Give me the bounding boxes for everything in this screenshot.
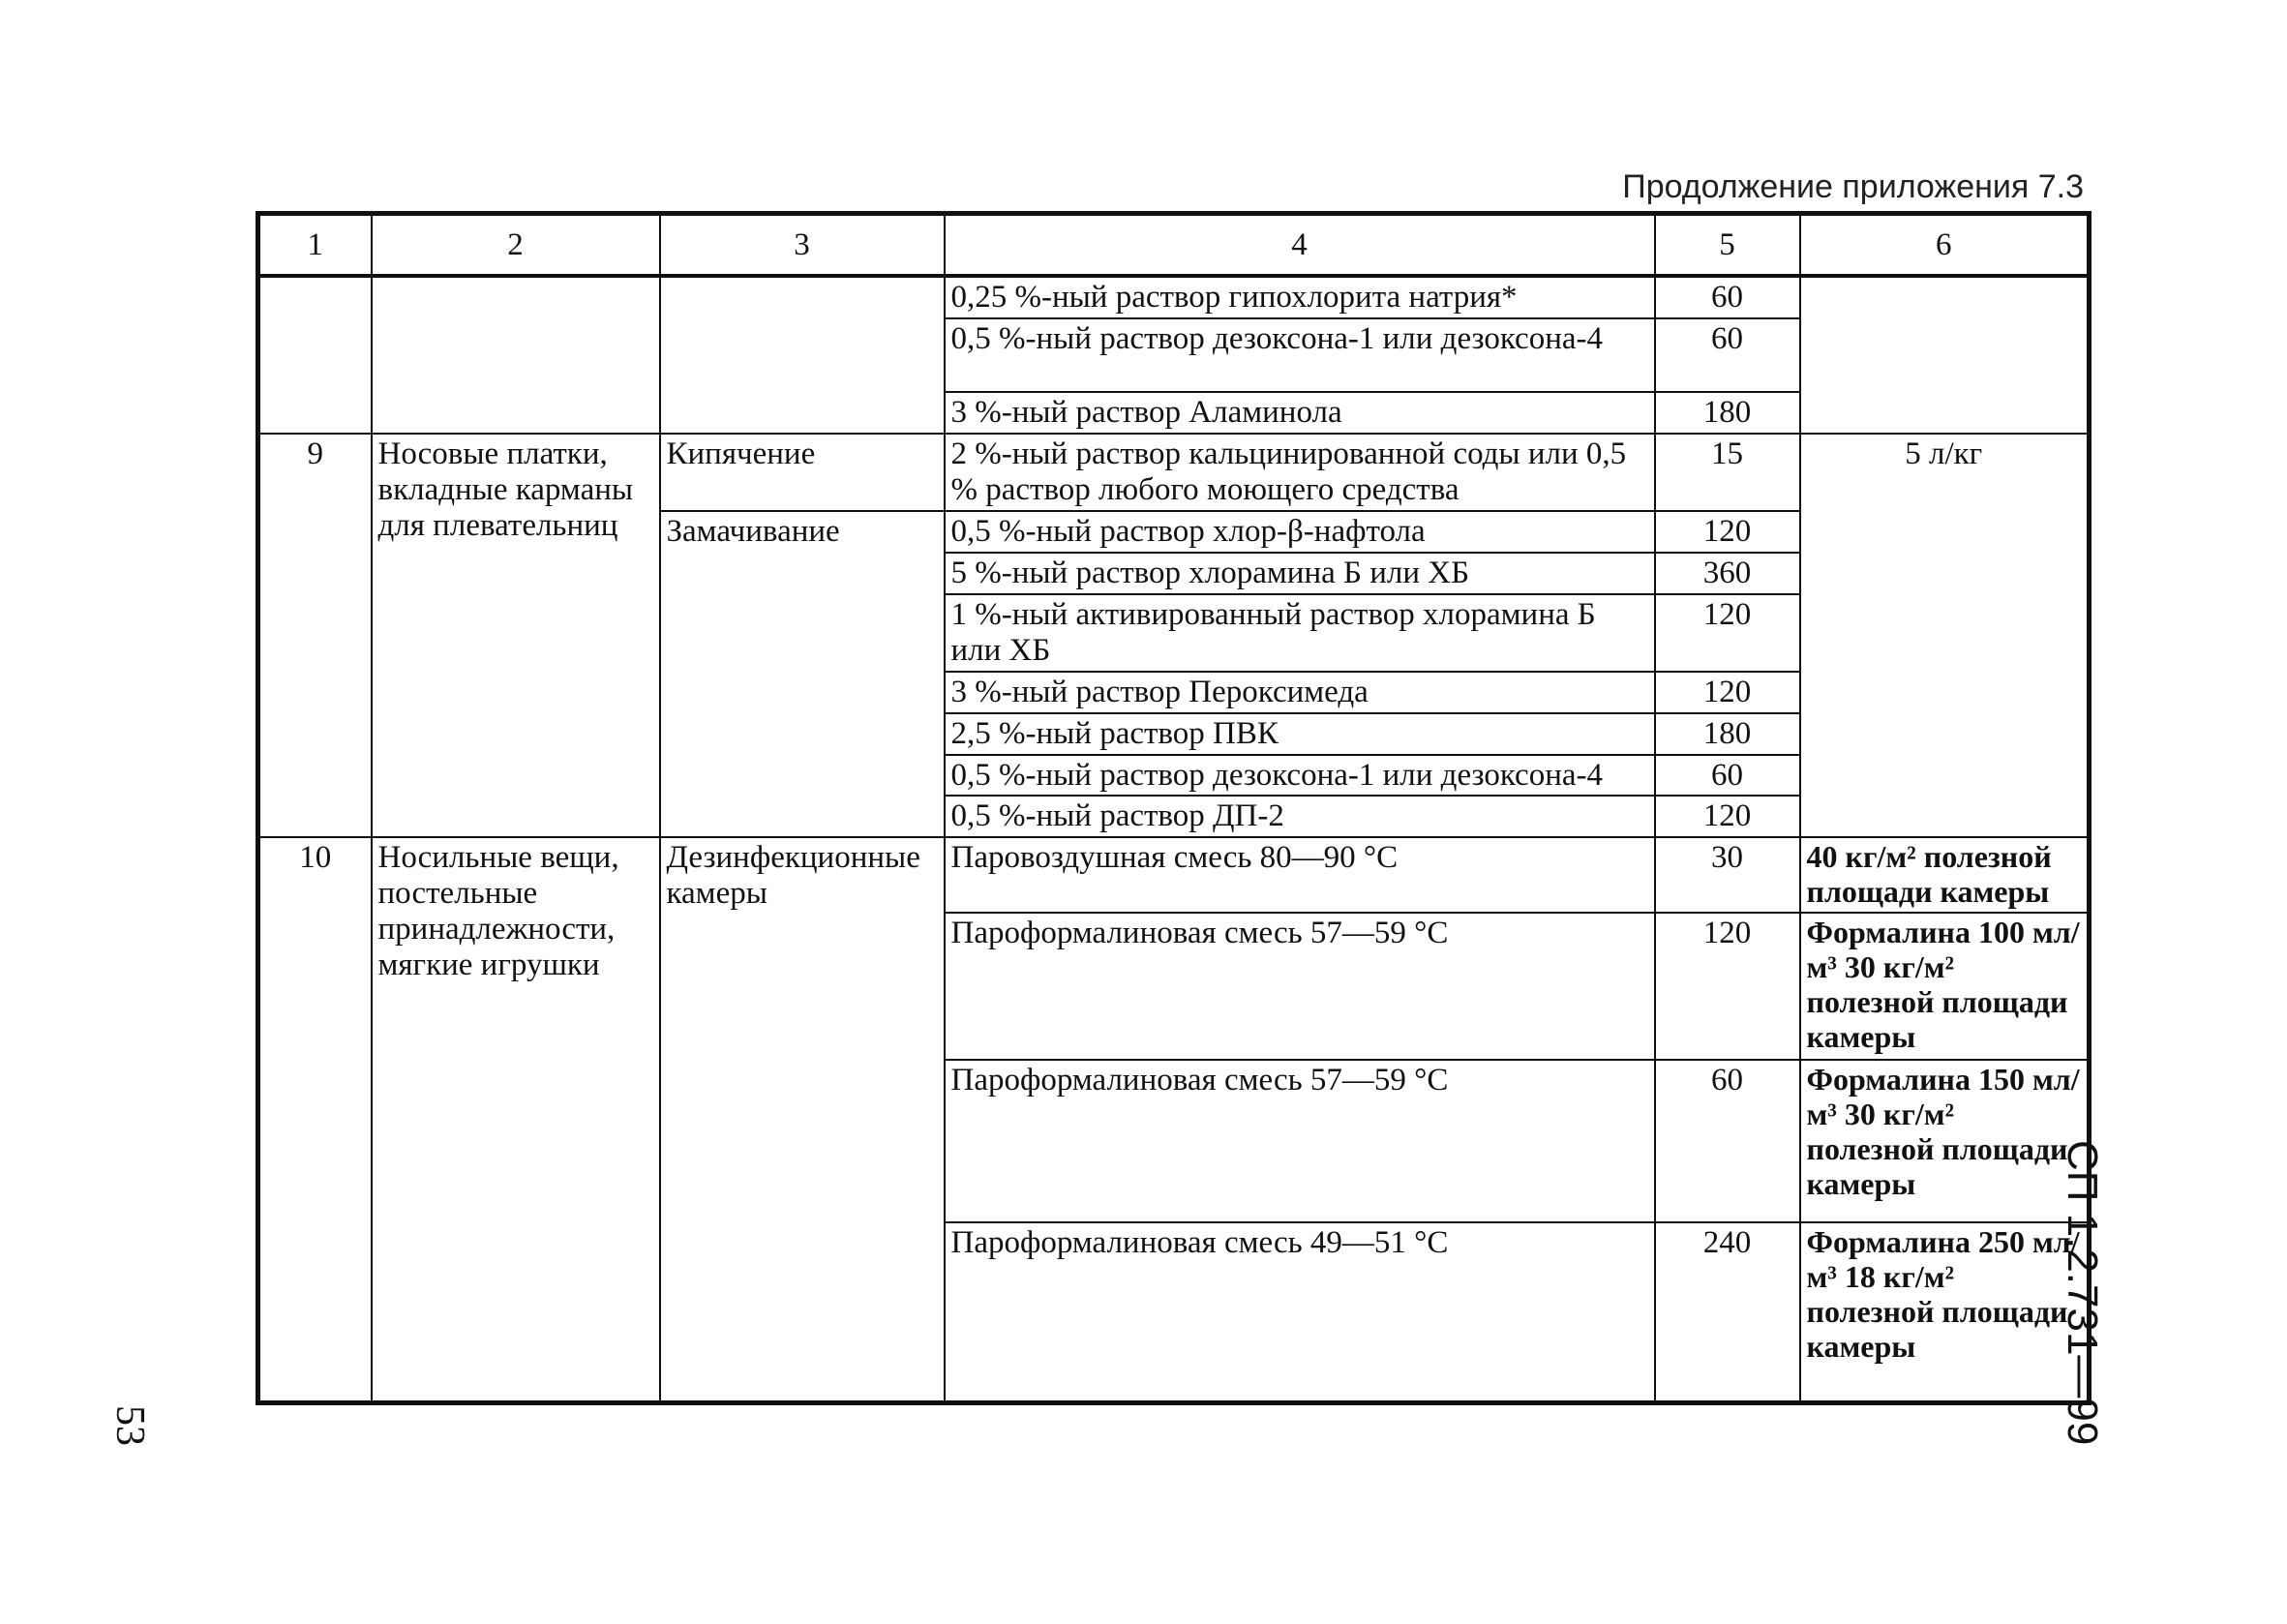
cell-empty: [372, 276, 660, 434]
column-header: 3: [660, 214, 945, 277]
exposure-cell: 120: [1655, 913, 1800, 1060]
cell-empty: [258, 276, 372, 434]
object-cell: Носовые платки, вкладные карманы для плевательниц: [372, 434, 660, 838]
cell-empty: [660, 276, 945, 434]
exposure-cell: 120: [1655, 511, 1800, 553]
exposure-cell: 60: [1655, 276, 1800, 318]
regimen-cell: Паровоздушная смесь 80—90 °С: [945, 837, 1655, 913]
column-header: 6: [1800, 214, 2090, 277]
exposure-cell: 180: [1655, 713, 1800, 755]
table-header-row: [258, 214, 2090, 277]
exposure-cell: 180: [1655, 392, 1800, 434]
method-cell: Замачивание: [660, 511, 945, 838]
norm-cell: Формалина 100 мл/м³ 30 кг/м² полезной площади камеры: [1800, 913, 2090, 1060]
regimen-cell: 2 %-ный раствор кальцинированной соды или 0,5 % раствор любого моющего средства: [945, 434, 1655, 511]
column-header: 5: [1655, 214, 1800, 277]
column-header: 1: [258, 214, 372, 277]
continuation-caption: Продолжение приложения 7.3: [1622, 168, 2084, 205]
exposure-cell: 240: [1655, 1222, 1800, 1402]
exposure-cell: 360: [1655, 553, 1800, 594]
exposure-cell: 120: [1655, 594, 1800, 672]
cell-empty: [1800, 276, 2090, 434]
exposure-cell: 60: [1655, 1060, 1800, 1222]
exposure-cell: 15: [1655, 434, 1800, 511]
exposure-cell: 120: [1655, 796, 1800, 837]
regimen-cell: 0,25 %-ный раствор гипохлорита натрия*: [945, 276, 1655, 318]
regimen-cell: 0,5 %-ный раствор хлор-β-нафтола: [945, 511, 1655, 553]
document-code: СП 1.2.731—99: [2059, 1140, 2106, 1446]
exposure-cell: 60: [1655, 318, 1800, 392]
regimen-cell: 1 %-ный активированный раствор хлорамина Б или ХБ: [945, 594, 1655, 672]
norm-cell: 40 кг/м² полезной площади камеры: [1800, 837, 2090, 913]
regimen-cell: 2,5 %-ный раствор ПВК: [945, 713, 1655, 755]
regimen-cell: 3 %-ный раствор Пероксимеда: [945, 672, 1655, 713]
norm-cell: Формалина 250 мл/м³ 18 кг/м² полезной площади камеры: [1800, 1222, 2090, 1402]
row-number: 10: [258, 837, 372, 1402]
regimen-cell: 0,5 %-ный раствор дезоксона-1 или дезоксона-4: [945, 755, 1655, 797]
page-number: 53: [107, 1405, 152, 1446]
table-row: [258, 276, 2090, 318]
column-header: 4: [945, 214, 1655, 277]
norm-cell: Формалина 150 мл/м³ 30 кг/м² полезной площади камеры: [1800, 1060, 2090, 1222]
table-row: [258, 434, 2090, 511]
object-cell: Носильные вещи, постельные принадлежности, мягкие игрушки: [372, 837, 660, 1402]
disinfection-table: [256, 211, 2091, 1405]
norm-cell: 5 л/кг: [1800, 434, 2090, 838]
method-cell: Дезинфекционные камеры: [660, 837, 945, 1402]
exposure-cell: 120: [1655, 672, 1800, 713]
exposure-cell: 60: [1655, 755, 1800, 797]
regimen-cell: 0,5 %-ный раствор ДП-2: [945, 796, 1655, 837]
regimen-cell: 3 %-ный раствор Аламинола: [945, 392, 1655, 434]
column-header: 2: [372, 214, 660, 277]
regimen-cell: 5 %-ный раствор хлорамина Б или ХБ: [945, 553, 1655, 594]
regimen-cell: 0,5 %-ный раствор дезоксона-1 или дезоксона-4: [945, 318, 1655, 392]
table-row: [258, 837, 2090, 913]
regimen-cell: Пароформалиновая смесь 57—59 °С: [945, 1060, 1655, 1222]
regimen-cell: Пароформалиновая смесь 57—59 °С: [945, 913, 1655, 1060]
regimen-cell: Пароформалиновая смесь 49—51 °С: [945, 1222, 1655, 1402]
method-cell: Кипячение: [660, 434, 945, 511]
exposure-cell: 30: [1655, 837, 1800, 913]
row-number: 9: [258, 434, 372, 838]
